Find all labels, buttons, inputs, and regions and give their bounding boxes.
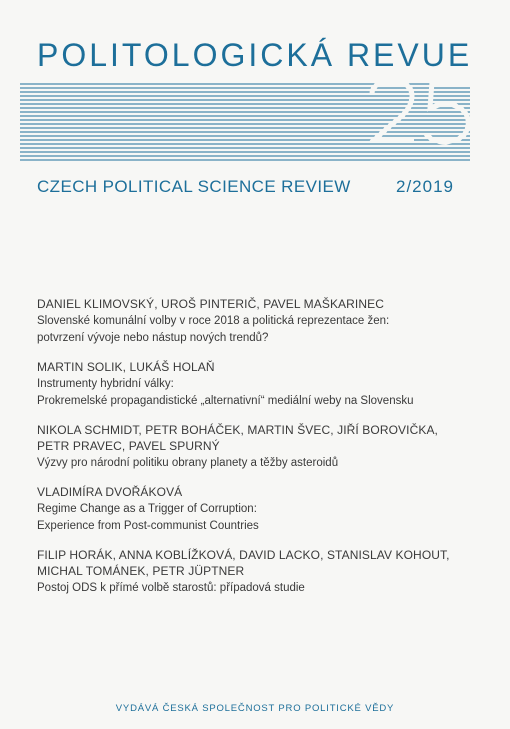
article-authors: NIKOLA SCHMIDT, PETR BOHÁČEK, MARTIN ŠVEC, JIŘÍ BOROVIČKA,: [37, 423, 438, 437]
article-entry: [37, 484, 477, 534]
article-authors: PETR PRAVEC, PAVEL SPURNÝ: [37, 439, 220, 453]
issue-number: 2/2019: [396, 177, 454, 196]
stripe-logo: [0, 80, 510, 168]
article-authors: MARTIN SOLIK, LUKÁŠ HOLAŇ: [37, 360, 215, 374]
article-entry: [37, 547, 477, 596]
article-title: Výzvy pro národní politiku obrany planety a těžby asteroidů: [37, 457, 339, 469]
publisher-line: VYDÁVÁ ČESKÁ SPOLEČNOST PRO POLITICKÉ VĚDY: [115, 703, 395, 714]
article-authors: FILIP HORÁK, ANNA KOBLÍŽKOVÁ, DAVID LACKO, STANISLAV KOHOUT,: [37, 548, 450, 562]
article-title: Instrumenty hybridní války:: [37, 378, 174, 390]
horizontal-stripes: [20, 84, 470, 160]
article-title: Prokremelské propagandistické „alternativní“ mediální weby na Slovensku: [37, 395, 414, 407]
article-title: Regime Change as a Trigger of Corruption:: [37, 503, 257, 515]
article-authors: MICHAL TOMÁNEK, PETR JÜPTNER: [37, 564, 245, 578]
article-title: Postoj ODS k přímé volbě starostů: případová studie: [37, 582, 305, 594]
journal-subtitle: CZECH POLITICAL SCIENCE REVIEW: [37, 177, 351, 196]
article-entry: [37, 422, 477, 471]
article-authors: VLADIMÍRA DVOŘÁKOVÁ: [37, 485, 183, 499]
article-entry: [37, 296, 477, 346]
journal-title: POLITOLOGICKÁ REVUE: [37, 37, 473, 73]
article-authors: DANIEL KLIMOVSKÝ, UROŠ PINTERIČ, PAVEL MAŠKARINEC: [37, 297, 384, 311]
table-of-contents: [37, 296, 477, 609]
article-title: potvrzení vývoje nebo nástup nových trendů?: [37, 332, 269, 344]
article-entry: [37, 359, 477, 409]
article-title: Experience from Post-communist Countries: [37, 520, 259, 532]
article-title: Slovenské komunální volby v roce 2018 a politická reprezentace žen:: [37, 315, 390, 327]
